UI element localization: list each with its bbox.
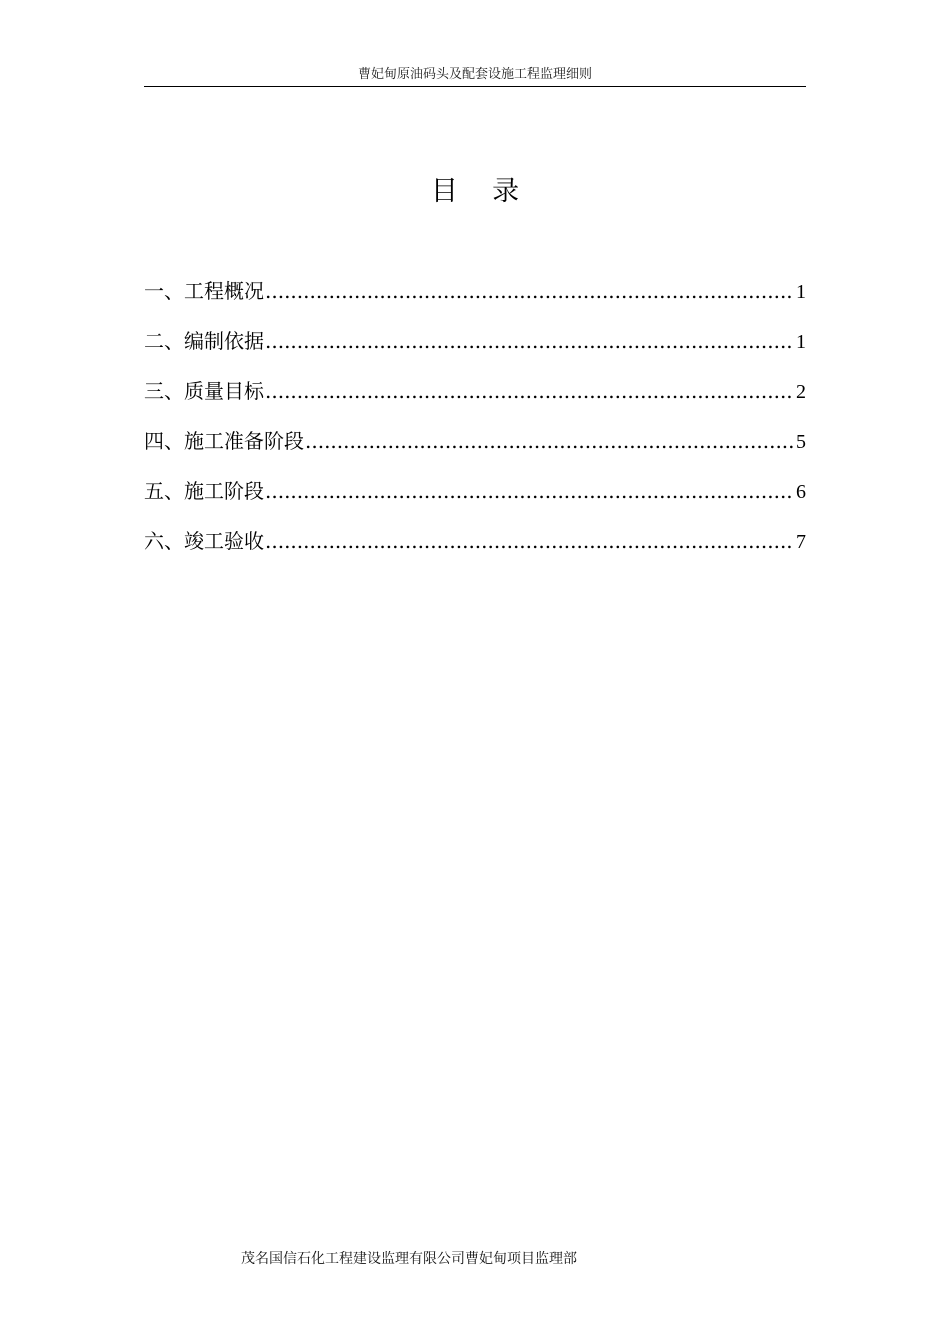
toc-entry-page: 6	[796, 481, 806, 503]
toc-entry-label: 五、施工阶段	[144, 479, 264, 503]
table-of-contents	[144, 276, 806, 576]
toc-entry-label: 一、工程概况	[144, 279, 264, 303]
toc-dot-leader	[265, 526, 794, 556]
toc-entry[interactable]	[144, 476, 806, 526]
toc-entry-label: 三、质量目标	[144, 379, 264, 403]
toc-entry[interactable]	[144, 376, 806, 426]
toc-entry-label: 二、编制依据	[144, 329, 264, 353]
toc-dot-leader	[305, 426, 794, 456]
toc-title: 目 录	[430, 176, 520, 207]
toc-entry-label: 六、竣工验收	[144, 529, 264, 553]
toc-entry-page: 1	[796, 331, 806, 353]
toc-entry-page: 1	[796, 281, 806, 303]
toc-dot-leader	[265, 476, 794, 506]
toc-entry[interactable]	[144, 526, 806, 576]
toc-entry-page: 2	[796, 381, 806, 403]
running-footer: 茂名国信石化工程建设监理有限公司曹妃甸项目监理部	[241, 1251, 577, 1267]
toc-entry-label: 四、施工准备阶段	[144, 429, 304, 453]
toc-dot-leader	[265, 326, 794, 356]
toc-entry[interactable]	[144, 426, 806, 476]
toc-dot-leader	[265, 376, 794, 406]
toc-entry-page: 5	[796, 431, 806, 453]
toc-entry-page: 7	[796, 531, 806, 553]
header-rule	[144, 86, 806, 87]
toc-entry[interactable]	[144, 276, 806, 326]
toc-entry[interactable]	[144, 326, 806, 376]
running-header: 曹妃甸原油码头及配套设施工程监理细则	[357, 67, 592, 82]
toc-dot-leader	[265, 276, 794, 306]
